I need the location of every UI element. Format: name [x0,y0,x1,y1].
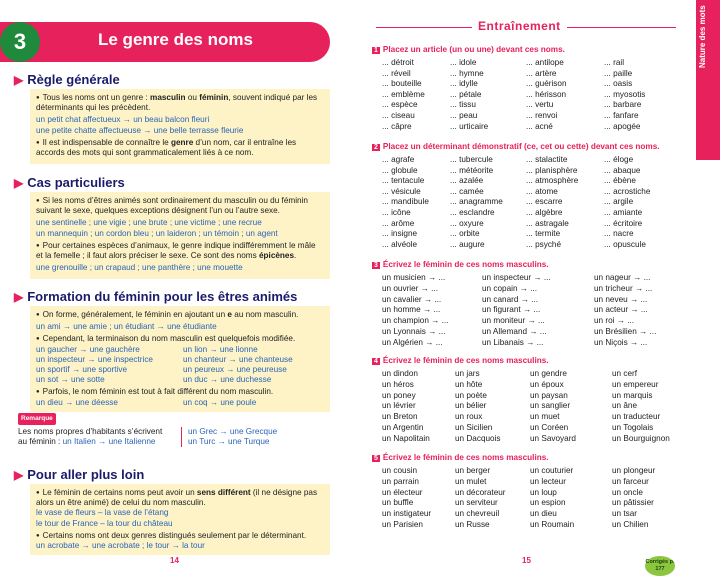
example-line: un Italien → une Italienne [62,437,156,446]
exercise-word: un empereur [612,379,659,389]
pair-item: un chanteur → une chanteuse [183,354,293,364]
exercise-word: ... stalactite [526,155,568,164]
exercise-word: ... astragale [526,218,569,228]
exercise-word: ... mandibule [382,197,429,207]
exercise-word: ... détroit [382,58,414,67]
exercise-word: un Parisien [382,519,423,529]
plus-loin-paragraph-1: ● Le féminin de certains noms peut avoir un sens différent (il ne désigne pas alors un être animé) de celui du nom masculin. [36,488,324,508]
exercise-word: un tricheur → ... [594,283,653,293]
exercise-word: un lecteur [530,476,566,486]
pair-item: un sportif → une sportive [36,365,128,375]
exercise-word: un berger [455,466,491,475]
exercise-word: ... esclandre [450,207,495,217]
exercise-word: un Bourguignon [612,433,670,443]
exercise-word: ... atmosphère [526,176,579,186]
exercise-word: ... agrafe [382,155,415,164]
exercise-5-heading: 5 Écrivez le féminin de ces noms masculins. [374,453,549,462]
remarque-block [18,413,338,447]
exercise-word: ... opuscule [604,239,646,249]
right-page [362,0,692,580]
example-line: un Grec → une Grecque [188,427,278,436]
exercise-word: un cousin [382,466,418,475]
exercise-word: un Togolais [612,422,654,432]
exercise-word: un figurant → ... [482,305,541,315]
section-heading-cas: ▶ Cas particuliers [14,175,125,190]
example-line: un acrobate → une acrobate ; le tour → la tour [36,541,205,551]
exercise-word: ... paille [604,68,633,78]
regle-paragraph-1: ● Tous les noms ont un genre : masculin ou féminin, souvent indiqué par les déterminants qui les précèdent. [36,93,324,113]
pair-item: un gaucher → une gauchère [36,344,140,354]
remarque-examples [181,427,277,447]
exercise-word: un Dacquois [455,433,501,443]
exercise-word: un poney [382,390,416,400]
exercise-word: ... apogée [604,121,641,131]
corriges-badge[interactable]: Corrigés p. 177 [645,556,675,576]
exercise-word: ... hymne [450,68,484,78]
exercise-word: un Allemand → ... [482,326,547,336]
exercise-word: ... acné [526,121,553,131]
exercise-word: ... acrostiche [604,186,651,196]
exercise-word: un marquis [612,390,653,400]
exercise-word: un cerf [612,369,638,378]
exercise-word: un Roumain [530,519,575,529]
exercise-word: un parrain [382,476,419,486]
exercise-word: un neveu → ... [594,294,648,304]
exercise-word: un plongeur [612,466,656,475]
arrow-icon: ▶ [14,290,24,304]
exercise-word: ... tissu [450,100,476,110]
regle-box [30,89,330,164]
exercise-word: un Sicilien [455,422,493,432]
exercise-word: un Coréen [530,422,569,432]
exercise-1-heading: 1 Placez un article (un ou une) devant ces noms. [374,45,565,54]
exercise-word: un serviteur [455,498,498,508]
exercise-word: un champion → ... [382,316,449,326]
formation-box [30,306,330,412]
exercise-word: un Argentin [382,422,424,432]
pair-item: un dieu → une déesse [36,397,118,407]
exercise-word: un acteur → ... [594,305,648,315]
exercise-word: ... rail [604,58,625,67]
exercise-word: ... idole [450,58,477,67]
exercise-word: un électeur [382,487,423,497]
exercise-word: ... myosotis [604,89,646,99]
exercise-word: un gendre [530,369,567,378]
exercise-word: ... oasis [604,79,633,89]
exercise-word: ... câpre [382,121,412,131]
exercise-word: ... orbite [450,229,480,239]
pair-item: un coq → une poule [183,397,257,407]
example-line: un Turc → une Turque [188,437,270,446]
exercise-word: ... argile [604,197,634,207]
section-heading-plus-loin: ▶ Pour aller plus loin [14,467,145,482]
plus-loin-paragraph-2: ● Certains noms ont deux genres distingués seulement par le déterminant. [36,531,324,541]
chapter-number: 3 [0,22,40,62]
arrow-icon: ▶ [14,73,24,87]
exercise-word: un paysan [530,390,568,400]
exercise-word: un chevreuil [455,509,500,519]
remarque-badge: Remarque [18,413,56,425]
section-heading-formation: ▶ Formation du féminin pour les êtres animés [14,289,298,304]
formation-paragraph-3: ● Parfois, le nom féminin est tout à fait différent du nom masculin. [36,387,324,397]
exercise-word: un ouvrier → ... [382,283,438,293]
arrow-icon: ▶ [14,176,24,190]
exercise-word: ... escarre [526,197,563,207]
exercise-word: ... ciseau [382,110,415,120]
exercise-word: ... artère [526,68,557,78]
exercise-word: ... alvéole [382,239,418,249]
exercise-3-heading: 3 Écrivez le féminin de ces noms masculins. [374,260,549,269]
example-line: une grenouille ; un crapaud ; une panthère ; une mouette [36,263,243,273]
exercise-word: un dieu [530,509,557,519]
exercise-word: un Napolitain [382,433,430,443]
exercise-word: ... algèbre [526,207,563,217]
exercise-word: ... arôme [382,218,415,228]
example-line: un mannequin ; un cordon bleu ; un laideron ; un témoin ; un agent [36,228,278,238]
exercise-word: un décorateur [455,487,506,497]
exercise-word: un instigateur [382,509,432,519]
exercise-word: un Savoyard [530,433,576,443]
exercise-word: ... camée [450,186,484,196]
exercise-word: ... pétale [450,89,482,99]
exercise-word: ... idylle [450,79,478,89]
page-number-left: 14 [170,556,179,565]
page-number-right: 15 [522,556,531,565]
exercise-word: ... hérisson [526,89,567,99]
cas-paragraph-2: ● Pour certaines espèces d’animaux, le genre indique indifféremment le mâle et la femelle ; il faut alors préciser le sexe. Ce sont des noms épicènes. [36,241,324,261]
example-line: un ami → une amie ; un étudiant → une étudiante [36,322,217,332]
exercise-word: un lévrier [382,401,416,411]
plus-loin-box [30,484,330,555]
exercise-word: un mulet [455,476,487,486]
remarque-text: Les noms propres d’habitants s’écrivent au féminin : [18,427,163,446]
exercise-word: ... bouteille [382,79,422,89]
exercise-word: un copain → ... [482,283,538,293]
exercise-word: ... atome [526,186,558,196]
exercise-word: un Algérien → ... [382,337,443,347]
exercise-word: un inspecteur → ... [482,273,551,282]
exercise-word: un jars [455,369,480,378]
example-line: le tour de France – la tour du château [36,518,173,528]
side-tab-label: Nature des mots [698,5,707,68]
example-line: une petite chatte affectueuse → une belle terrasse fleurie [36,125,244,135]
exercise-word: ... emblème [382,89,425,99]
exercise-word: un époux [530,379,564,389]
exercise-word: un Breton [382,412,418,422]
exercise-word: un sanglier [530,401,571,411]
exercise-word: ... globule [382,165,418,175]
exercise-word: un oncle [612,487,643,497]
exercise-word: un roux [455,412,483,422]
exercise-word: ... éloge [604,155,634,164]
exercise-word: ... antilope [526,58,564,67]
exercise-word: un Chilien [612,519,649,529]
exercise-3-words [382,273,702,349]
exercise-word: ... nacre [604,229,634,239]
exercise-word: un traducteur [612,412,661,422]
exercise-word: un loup [530,487,557,497]
example-line: un petit chat affectueux → un beau balcon fleuri [36,115,210,125]
exercise-word: ... vertu [526,100,554,110]
exercise-2-heading: 2 Placez un déterminant démonstratif (ce, cet ou cette) devant ces noms. [374,142,660,151]
exercise-word: un Niçois → ... [594,337,648,347]
exercise-word: ... psyché [526,239,562,249]
exercise-word: un bélier [455,401,487,411]
exercise-word: un moniteur → ... [482,316,545,326]
pair-item: un lion → une lionne [183,344,258,354]
exercise-4-words [382,369,702,445]
exercise-word: un homme → ... [382,305,441,315]
section-heading-regle: ▶ Règle générale [14,72,120,87]
formation-paragraph-1: ● On forme, généralement, le féminin en ajoutant un e au nom masculin. [36,310,324,320]
exercise-word: ... ébène [604,176,636,186]
exercise-word: ... icône [382,207,411,217]
exercise-word: un couturier [530,466,574,475]
remarque-text-block [18,427,173,447]
different-pairs [36,398,324,408]
exercise-word: ... termite [526,229,561,239]
exercise-word: ... tubercule [450,155,493,164]
exercise-word: un Libanais → ... [482,337,544,347]
entrainement-title: Entraînement [472,19,567,33]
exercise-word: ... écritoire [604,218,643,228]
pair-item: un inspecteur → une inspectrice [36,354,153,364]
exercise-word: un musicien → ... [382,273,446,282]
cas-paragraph-1: ● Si les noms d’êtres animés sont ordinairement du masculin ou du féminin suivant le sexe, quelques exceptions désignent l’un ou l’autre sexe. [36,196,324,216]
exercise-5-words [382,466,702,531]
exercise-word: ... amiante [604,207,643,217]
exercise-word: ... météorite [450,165,494,175]
exercise-word: ... anagramme [450,197,503,207]
exercise-word: un muet [530,412,560,422]
exercise-word: un nageur → ... [594,273,651,282]
exercise-word: un canard → ... [482,294,538,304]
exercise-word: ... espèce [382,100,418,110]
exercise-4-heading: 4 Écrivez le féminin de ces noms masculins. [374,356,549,365]
exercise-word: un farceur [612,476,649,486]
example-line: une sentinelle ; une vigie ; une brute ; une victime ; une recrue [36,218,262,228]
exercise-word: ... tentacule [382,176,425,186]
exercise-word: un pâtissier [612,498,654,508]
exercise-word: un buffle [382,498,414,508]
arrow-icon: ▶ [14,468,24,482]
exercise-word: un Brésilien → ... [594,326,657,336]
exercise-word: un héros [382,379,414,389]
exercise-word: un Russe [455,519,490,529]
left-page [0,0,352,580]
pair-item: un sot → une sotte [36,375,105,385]
regle-paragraph-2: ● Il est indispensable de connaître le genre d’un nom, car il entraîne les accords des mots qui sont grammaticalement liés à ce nom. [36,138,324,158]
exercise-word: ... insigne [382,229,418,239]
exercise-word: un dindon [382,369,418,378]
exercise-word: un cavalier → ... [382,294,442,304]
exercise-word: un poète [455,390,487,400]
exercise-word: ... planisphère [526,165,578,175]
exercise-2-words [382,155,702,250]
exercise-word: ... guérison [526,79,567,89]
exercise-word: un Lyonnais → ... [382,326,446,336]
example-line: le vase de fleurs – la vase de l’étang [36,508,169,518]
exercise-word: un tsar [612,509,638,519]
exercise-word: ... urticaire [450,121,489,131]
exercise-word: un âne [612,401,638,411]
exercise-1-words [382,58,702,132]
pair-item: un peureux → une peureuse [183,365,287,375]
exercise-word: ... peau [450,110,478,120]
exercise-word: ... abaque [604,165,641,175]
exercise-word: ... renvoi [526,110,558,120]
exercise-word: ... vésicule [382,186,421,196]
chapter-title: Le genre des noms [98,30,253,49]
exercise-word: ... réveil [382,68,411,78]
exercise-word: ... barbare [604,100,642,110]
exercise-word: un roi → ... [594,316,635,326]
cas-box [30,192,330,279]
exercise-word: un espion [530,498,566,508]
exercise-word: ... augure [450,239,485,249]
exercise-word: ... azalée [450,176,484,186]
exercise-word: ... fanfare [604,110,639,120]
exercise-word: ... oxyure [450,218,484,228]
feminine-pairs [36,345,324,386]
formation-paragraph-2: ● Cependant, la terminaison du nom masculin est quelquefois modifiée. [36,334,324,344]
exercise-word: un hôte [455,379,483,389]
pair-item: un duc → une duchesse [183,375,272,385]
